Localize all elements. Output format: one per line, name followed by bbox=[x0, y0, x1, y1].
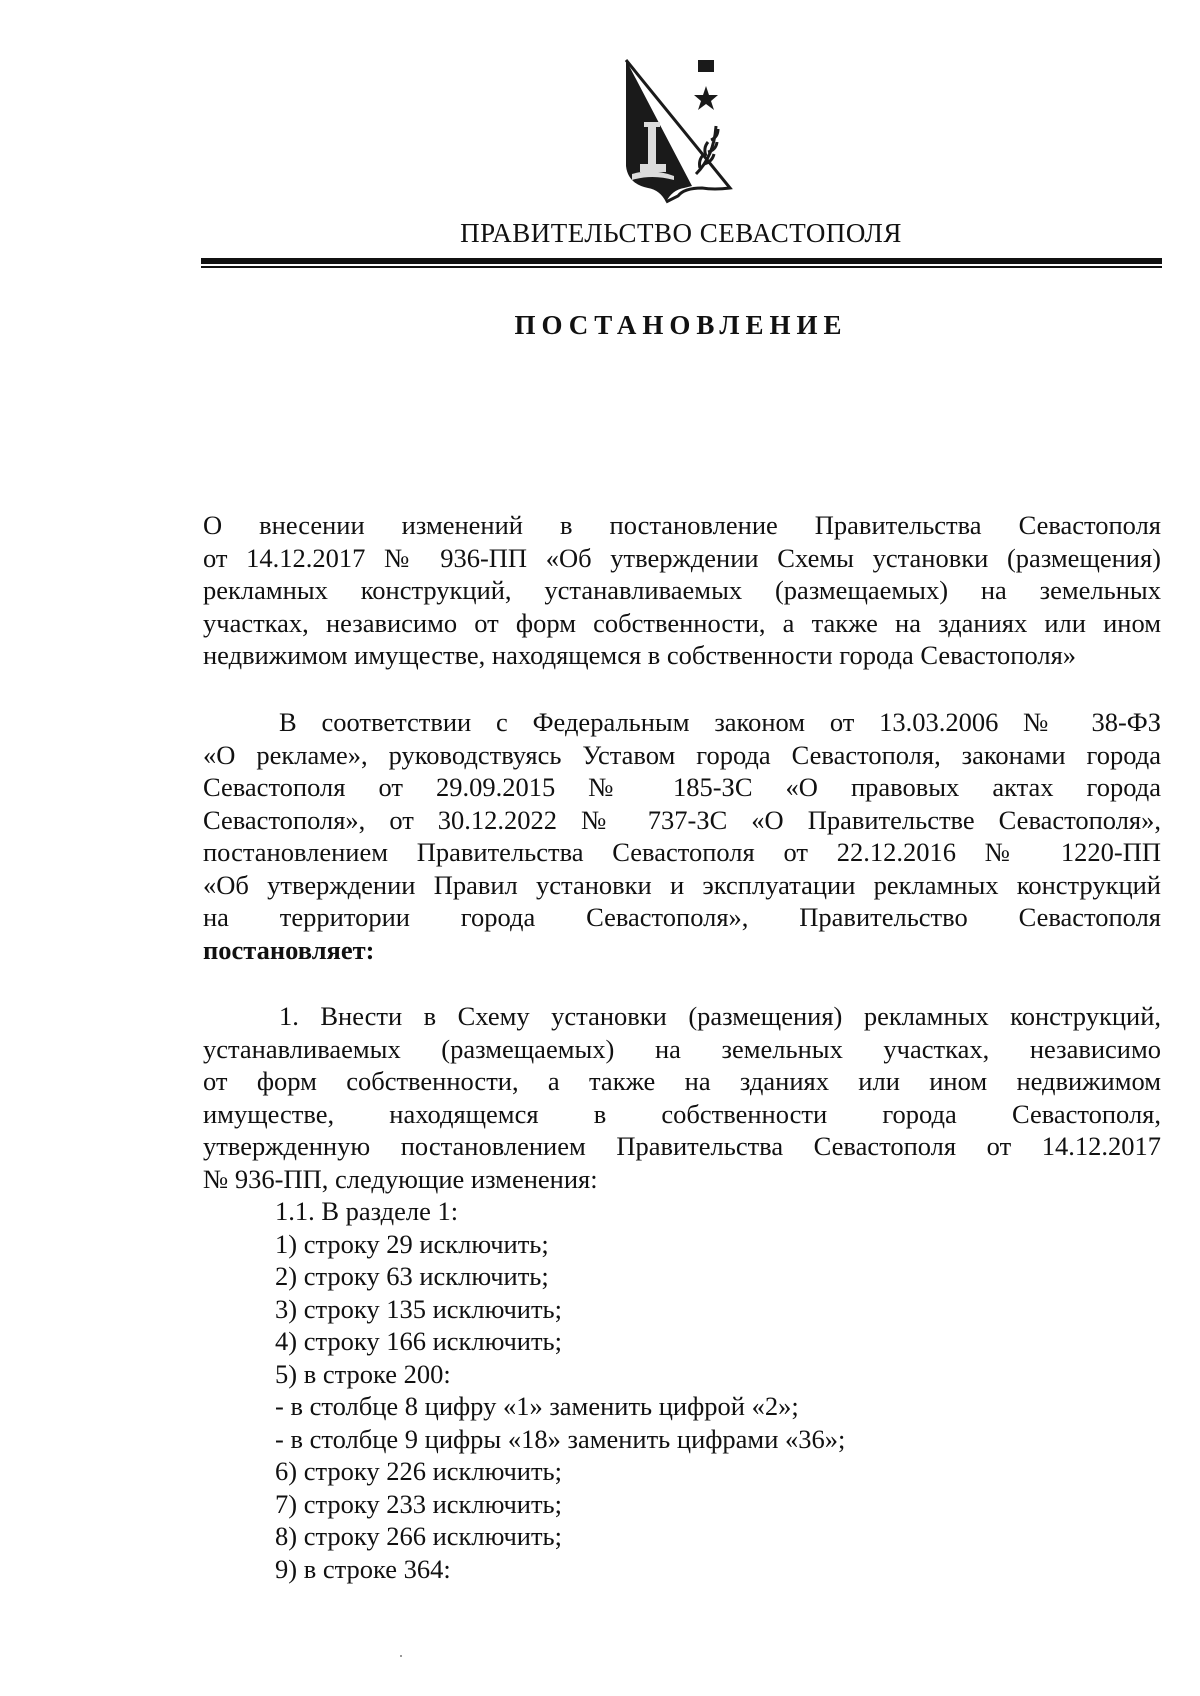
list-item: 4) строку 166 исключить; bbox=[275, 1326, 562, 1356]
list-item: 7) строку 233 исключить; bbox=[275, 1488, 562, 1519]
changes-list bbox=[203, 1195, 1161, 1585]
title-line: недвижимом имуществе, находящемся в собственности города Севастополя» bbox=[203, 640, 1077, 670]
list-item: - в столбце 9 цифры «18» заменить цифрами «36»; bbox=[275, 1423, 846, 1454]
list-item: 8) строку 266 исключить; bbox=[275, 1521, 562, 1551]
title-line: рекламных конструкций, устанавливаемых (размещаемых) на земельных bbox=[203, 575, 1161, 605]
item-1-line: от форм собственности, а также на зданиях или ином недвижимом bbox=[203, 1066, 1161, 1096]
preamble-resolves: постановляет: bbox=[203, 934, 375, 965]
list-item: 9) в строке 364: bbox=[275, 1553, 451, 1584]
preamble-line: «Об утверждении Правил установки и эксплуатации рекламных конструкций bbox=[203, 869, 1161, 900]
header-divider-thick bbox=[201, 258, 1162, 264]
item-1-line: имуществе, находящемся в собственности города Севастополя, bbox=[203, 1098, 1161, 1129]
list-item: 1.1. В разделе 1: bbox=[275, 1196, 459, 1226]
document-title bbox=[203, 509, 1161, 672]
preamble-line: постановлением Правительства Севастополя от 22.12.2016 № 1220-ПП bbox=[203, 837, 1161, 867]
list-item: 1) строку 29 исключить; bbox=[275, 1228, 549, 1259]
item-1 bbox=[203, 1000, 1161, 1195]
item-1-line: утвержденную постановлением Правительства Севастополя от 14.12.2017 bbox=[203, 1131, 1161, 1161]
sevastopol-coat-of-arms-icon bbox=[618, 56, 738, 206]
preamble bbox=[203, 706, 1161, 966]
item-1-line: № 936-ПП, следующие изменения: bbox=[203, 1163, 598, 1194]
preamble-line: Севастополя», от 30.12.2022 № 737-ЗС «О Правительстве Севастополя», bbox=[203, 804, 1161, 835]
list-item: - в столбце 8 цифру «1» заменить цифрой «2»; bbox=[275, 1391, 799, 1421]
preamble-line: «О рекламе», руководствуясь Уставом города Севастополя, законами города bbox=[203, 739, 1161, 770]
title-line: О внесении изменений в постановление Правительства Севастополя bbox=[203, 510, 1161, 540]
title-line: от 14.12.2017 № 936-ПП «Об утверждении Схемы установки (размещения) bbox=[203, 542, 1161, 573]
header-divider-thin bbox=[201, 266, 1162, 268]
list-item: 3) строку 135 исключить; bbox=[275, 1293, 562, 1324]
item-1-line: 1. Внести в Схему установки (размещения) рекламных конструкций, bbox=[279, 1001, 1161, 1031]
preamble-line: Севастополя от 29.09.2015 № 185-ЗС «О правовых актах города bbox=[203, 772, 1161, 802]
title-line: участках, независимо от форм собственности, а также на зданиях или ином bbox=[203, 607, 1161, 638]
preamble-line: на территории города Севастополя», Правительство Севастополя bbox=[203, 902, 1161, 932]
list-item: 2) строку 63 исключить; bbox=[275, 1261, 549, 1291]
scan-speck bbox=[400, 1655, 402, 1657]
list-item: 5) в строке 200: bbox=[275, 1358, 451, 1389]
list-item: 6) строку 226 исключить; bbox=[275, 1456, 562, 1486]
document-type-heading: ПОСТАНОВЛЕНИЕ bbox=[514, 310, 848, 340]
preamble-line: В соответствии с Федеральным законом от 13.03.2006 № 38-ФЗ bbox=[279, 707, 1161, 737]
item-1-line: устанавливаемых (размещаемых) на земельных участках, независимо bbox=[203, 1033, 1161, 1064]
government-name: ПРАВИТЕЛЬСТВО СЕВАСТОПОЛЯ bbox=[460, 218, 902, 248]
